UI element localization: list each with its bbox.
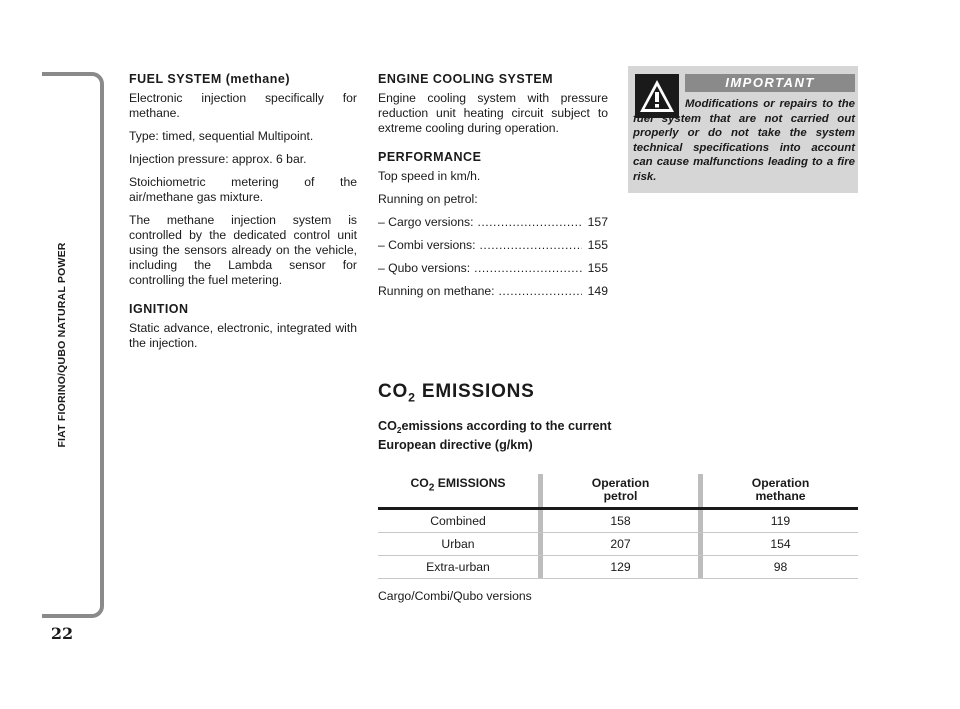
column-middle: [378, 72, 608, 307]
performance-heading: PERFORMANCE: [378, 150, 482, 164]
fuel-system-heading: FUEL SYSTEM (methane): [129, 72, 290, 86]
ignition-paragraph: Static advance, electronic, integrated with the injection.: [129, 321, 357, 350]
fuel-paragraph: The methane injection system is controlled by the dedicated control unit using the sensors already on the vehicle, including the Lambda sensor for controlling the fuel metering.: [129, 213, 357, 287]
important-box: [628, 66, 858, 193]
table-row: Urban 207 154: [378, 533, 858, 556]
fuel-paragraph: Electronic injection specifically for methane.: [129, 91, 357, 120]
table-header-cell: $CO_2$ EMISSIONS: [410, 476, 506, 494]
important-text: Modifications or repairs to the fuel system that are not carried out properly or do not take the system technical specifications into account can cause malfunctions leading to a fire risk.: [633, 98, 855, 183]
co2-emissions-table: [378, 474, 858, 579]
fuel-paragraph: Stoichiometric metering of the air/methane gas mixture.: [129, 175, 357, 204]
table-footnote: Cargo/Combi/Qubo versions: [378, 589, 532, 603]
performance-row: – Qubo versions: ..... 155: [378, 261, 608, 276]
cooling-paragraph: Engine cooling system with pressure reduction unit heating circuit subject to extreme cooling during operation.: [378, 91, 608, 135]
side-bracket: [42, 72, 104, 618]
table-header-cell: Operation methane: [698, 474, 858, 507]
important-header: IMPORTANT: [685, 74, 855, 92]
table-row: Extra-urban 129 98: [378, 556, 858, 579]
fuel-paragraph: Injection pressure: approx. 6 bar.: [129, 152, 307, 166]
table-header-cell: Operation petrol: [538, 474, 698, 507]
performance-row: – Combi versions: ..... 155: [378, 238, 608, 253]
ignition-heading: IGNITION: [129, 302, 189, 316]
page-number: 22: [50, 624, 74, 643]
performance-row: – Cargo versions: ..... 157: [378, 215, 608, 230]
table-row: Combined 158 119: [378, 510, 858, 533]
performance-row: Running on methane: ..... 149: [378, 284, 608, 299]
performance-paragraph: Running on petrol:: [378, 192, 478, 206]
table-header-row: [378, 474, 858, 510]
co2-subtitle: $CO_2emissions$ according to the current European directive (g/km): [378, 419, 612, 452]
fuel-paragraph: Type: timed, sequential Multipoint.: [129, 129, 314, 143]
column-left: [129, 72, 357, 359]
cooling-heading: ENGINE COOLING SYSTEM: [378, 72, 554, 86]
performance-paragraph: Top speed in km/h.: [378, 169, 481, 183]
co2-title: $CO_2$ EMISSIONS: [378, 381, 535, 405]
